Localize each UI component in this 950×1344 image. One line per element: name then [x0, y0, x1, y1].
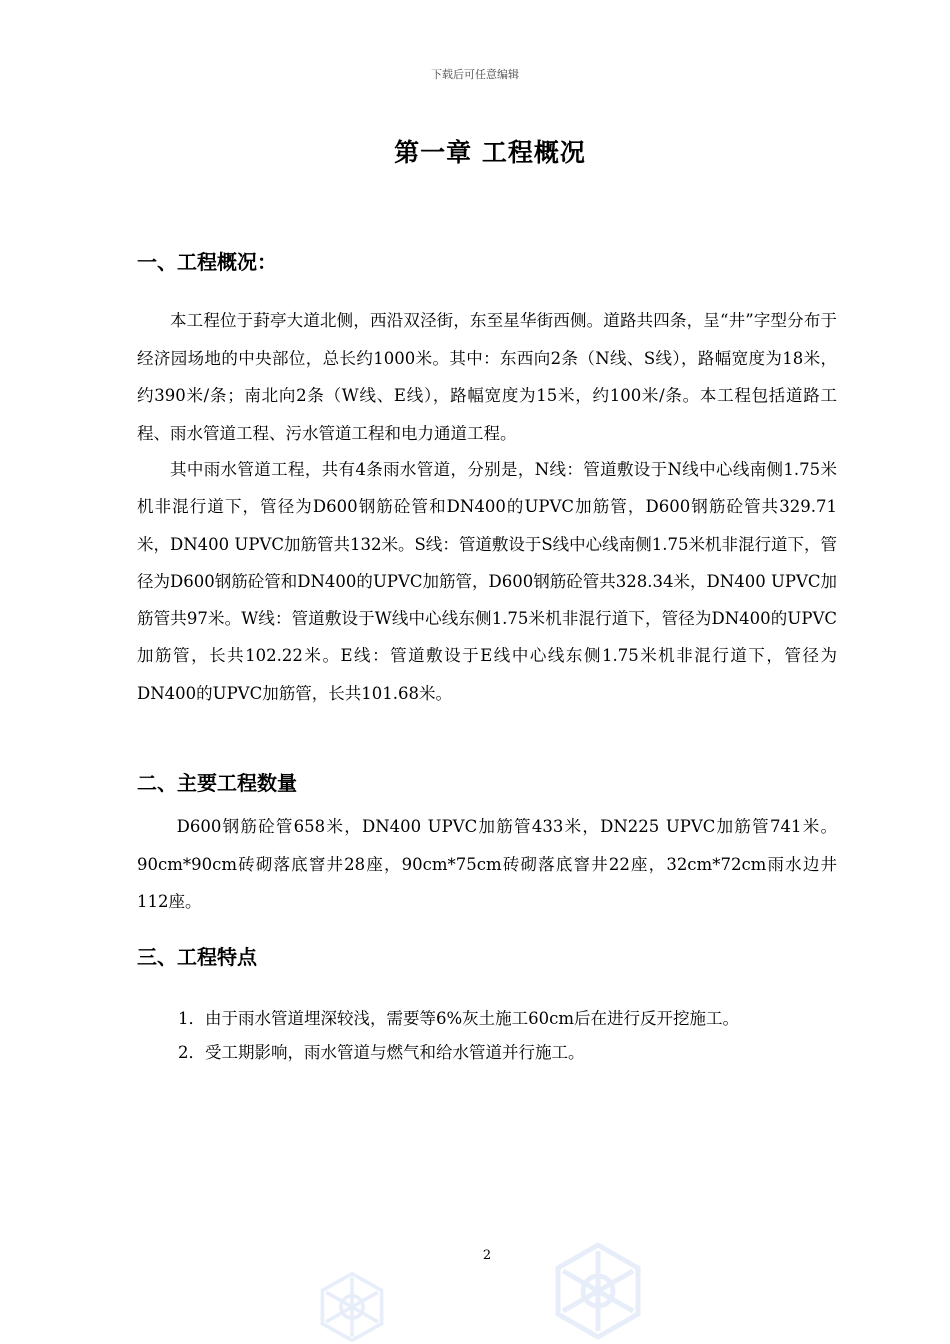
list-item-feature-2: 2．受工期影响，雨水管道与燃气和给水管道并行施工。 — [178, 1043, 585, 1062]
paragraph-quantities: D600钢筋砼管658米，DN400 UPVC加筋管433米，DN225 UPVC加筋管741米。90cm*90cm砖砌落底窨井28座，90cm*75cm砖砌落底窨井22座，32cm*72cm雨水边井112座。 — [137, 817, 837, 911]
list-item-feature-1: 1．由于雨水管道埋深较浅，需要等6%灰土施工60cm后在进行反开挖施工。 — [178, 1009, 740, 1028]
section-heading-quantities: 二、主要工程数量 — [137, 771, 297, 795]
snowflake-watermark-icon — [548, 1238, 648, 1344]
snowflake-watermark-icon — [312, 1270, 392, 1344]
section-heading-features: 三、工程特点 — [137, 945, 257, 969]
page-number: 2 — [482, 1248, 492, 1263]
section-heading-overview: 一、工程概况： — [137, 250, 277, 274]
page-header-note: 下载后可任意编辑 — [431, 68, 519, 81]
paragraph-project-location: 本工程位于葑亭大道北侧，西沿双泾街，东至星华街西侧。道路共四条，呈“井”字型分布于经济园场地的中央部位，总长约1000米。其中：东西向2条（N线、S线），路幅宽度为18米，约390米/条；南北向2条（W线、E线），路幅宽度为15米，约100米/条。本工程包括道路工程、雨水管道工程、污水管道工程和电力通道工程。 — [137, 311, 837, 443]
paragraph-rain-pipes: 其中雨水管道工程，共有4条雨水管道，分别是，N线：管道敷设于N线中心线南侧1.75米机非混行道下，管径为D600钢筋砼管和DN400的UPVC加筋管，D600钢筋砼管共329.71米，DN400 UPVC加筋管共132米。S线：管道敷设于S线中心线南侧1.75米机非混行道下，管径为D600钢筋砼管和DN400的UPVC加筋管，D600钢筋砼管共328.34米，DN400 UPVC加筋管共97米。W线：管道敷设于W线中心线东侧1.75米机非混行道下，管径为DN400的UPVC加筋管，长共102.22米。E线：管道敷设于E线中心线东侧1.75米机非混行道下，管径为DN400的UPVC加筋管，长共101.68米。 — [137, 460, 837, 703]
chapter-title: 第一章 工程概况 — [394, 138, 586, 167]
